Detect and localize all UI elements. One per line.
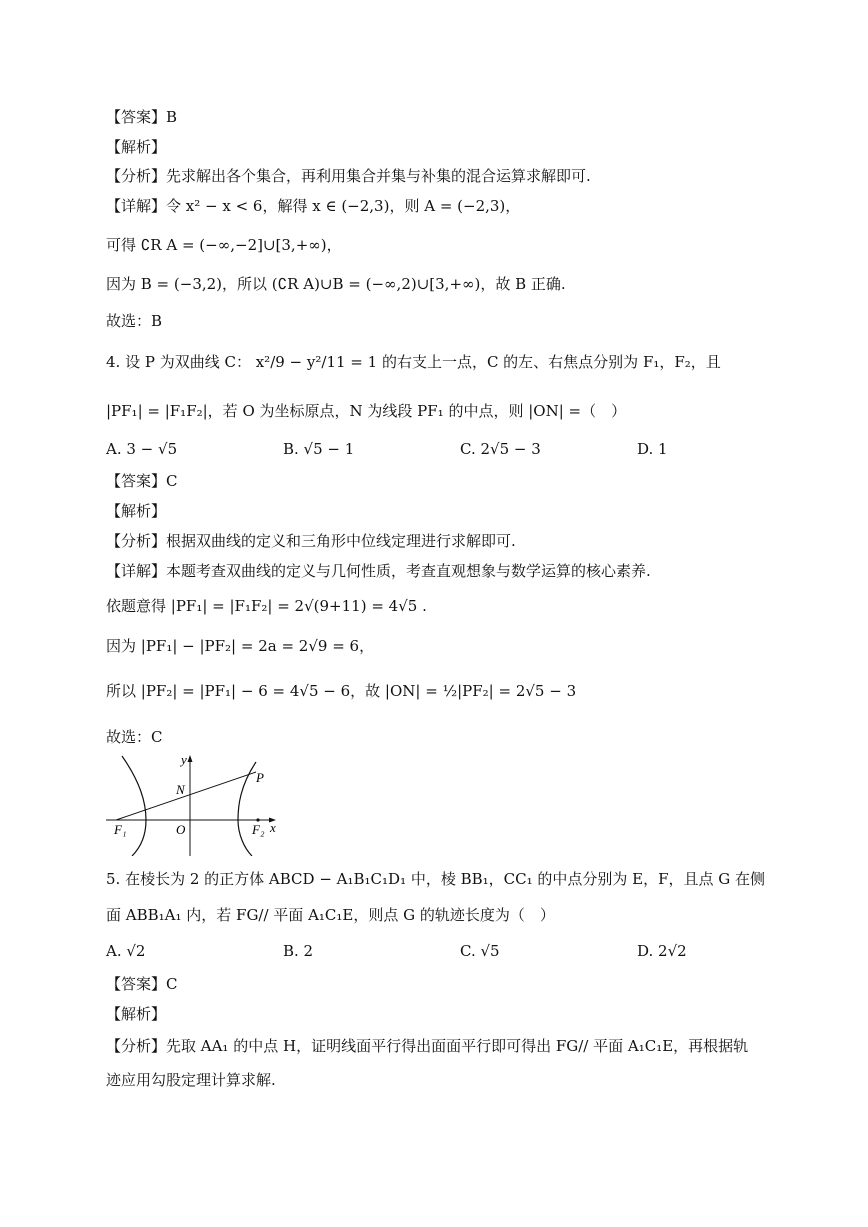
q4-option-d: D. 1 (637, 440, 668, 458)
label-f2: F₂ (252, 822, 265, 837)
q5-option-b: B. 2 (283, 942, 314, 960)
label-f1: F₁ (114, 822, 127, 837)
q5-fenxi-line2: 迹应用勾股定理计算求解. (106, 1071, 276, 1089)
q4-stem-line1: 4. 设 P 为双曲线 C： x²/9 − y²/11 = 1 的右支上一点，C 的左、右焦点分别为 F₁，F₂，且 (106, 353, 721, 371)
q5-fenxi-line1: 【分析】先取 AA₁ 的中点 H，证明线面平行得出面面平行即可得出 FG// 平面 A₁C₁E，再根据轨 (106, 1037, 749, 1055)
q3-answer: 【答案】B (106, 108, 178, 126)
q5-option-c: C. √5 (460, 942, 500, 960)
q4-line2: 因为 |PF₁| − |PF₂| = 2a = 2√9 = 6， (106, 637, 375, 655)
q5-jiexi: 【解析】 (106, 1005, 167, 1023)
q4-option-b: B. √5 − 1 (283, 440, 355, 458)
q5-option-d: D. 2√2 (637, 942, 687, 960)
q3-line2: 可得 ∁R A = (−∞,−2]∪[3,+∞)， (106, 236, 342, 254)
label-y: y (181, 752, 187, 767)
q4-line3: 所以 |PF₂| = |PF₁| − 6 = 4√5 − 6，故 |ON| = ½|PF₂| = 2√5 − 3 (106, 682, 577, 700)
q3-xiangjie: 【详解】令 x² − x < 6，解得 x ∈ (−2,3)，则 A = (−2,3)， (106, 197, 521, 215)
q5-option-a: A. √2 (106, 942, 146, 960)
q4-fenxi: 【分析】根据双曲线的定义和三角形中位线定理进行求解即可. (106, 532, 516, 550)
q4-option-c: C. 2√5 − 3 (460, 440, 541, 458)
q3-jiexi: 【解析】 (106, 138, 167, 156)
label-x: x (270, 820, 276, 835)
label-n: N (176, 782, 185, 797)
segment-f1-p (116, 772, 256, 820)
q4-answer: 【答案】C (106, 472, 178, 490)
q5-answer: 【答案】C (106, 975, 178, 993)
hyperbola-left-branch (122, 756, 146, 856)
q3-fenxi: 【分析】先求解出各个集合，再利用集合并集与补集的混合运算求解即可. (106, 167, 591, 185)
y-axis-arrow (188, 755, 193, 762)
q4-guxuan: 故选：C (106, 728, 163, 746)
q4-option-a: A. 3 − √5 (106, 440, 178, 458)
q3-line3: 因为 B = (−3,2)，所以 (∁R A)∪B = (−∞,2)∪[3,+∞)，故 B 正确. (106, 275, 566, 293)
q4-jiexi: 【解析】 (106, 502, 167, 520)
label-o: O (176, 822, 186, 837)
label-p: P (256, 770, 264, 785)
q5-stem-line2: 面 ABB₁A₁ 内，若 FG// 平面 A₁C₁E，则点 G 的轨迹长度为（ ） (106, 906, 555, 924)
q3-guxuan: 故选：B (106, 312, 163, 330)
hyperbola-figure (106, 752, 286, 856)
q4-line1: 依题意得 |PF₁| = |F₁F₂| = 2√(9+11) = 4√5 . (106, 597, 427, 615)
q4-stem-line2: |PF₁| = |F₁F₂|，若 O 为坐标原点，N 为线段 PF₁ 的中点，则 |ON| =（ ） (106, 402, 627, 420)
hyperbola-right-branch (238, 762, 256, 856)
q5-stem-line1: 5. 在棱长为 2 的正方体 ABCD − A₁B₁C₁D₁ 中，棱 BB₁，CC₁ 的中点分别为 E，F，且点 G 在侧 (106, 870, 766, 888)
q4-xiangjie: 【详解】本题考查双曲线的定义与几何性质，考查直观想象与数学运算的核心素养. (106, 562, 651, 580)
